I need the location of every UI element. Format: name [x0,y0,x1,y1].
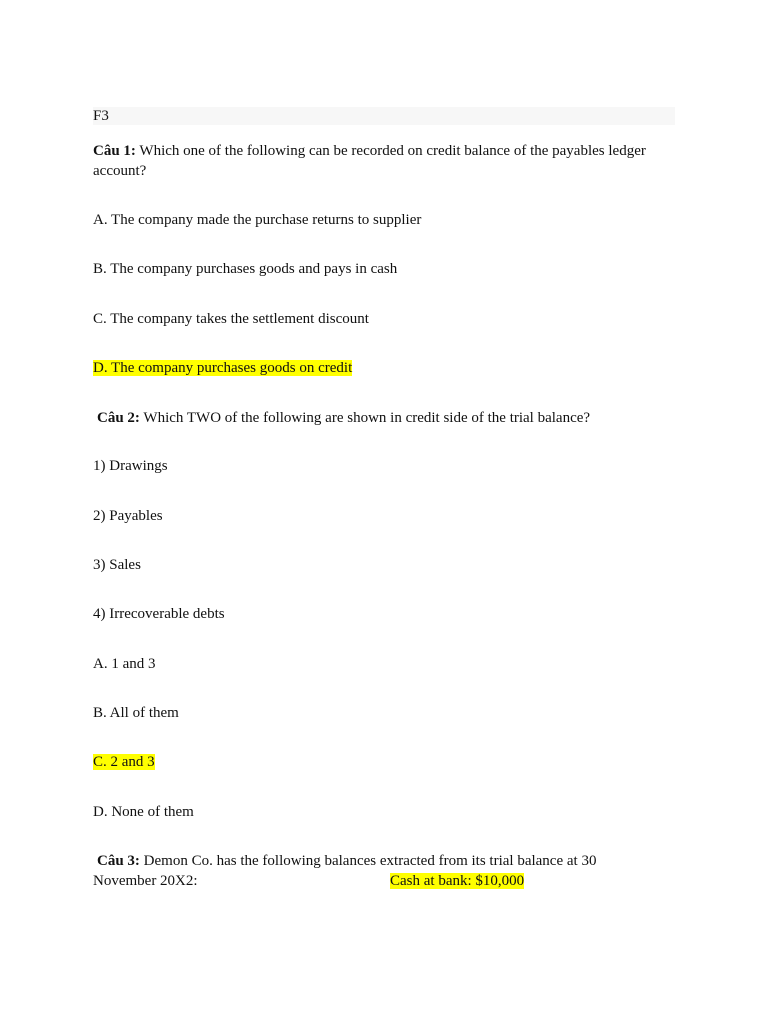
question-1 [93,141,678,181]
answer-highlight: Cash at bank: $10,000 [390,873,525,889]
answer-highlight: D. The company purchases goods on credit [93,360,353,376]
q2-option-c-answer [93,752,155,772]
q2-item-1: 1) Drawings [93,458,168,474]
question-3-label: Câu 3: [97,853,140,869]
q1-option-d-answer [93,358,352,378]
document-code: F3 [93,108,109,124]
question-2 [97,408,590,428]
answer-highlight: C. 2 and 3 [93,754,155,770]
q2-option-a: A. 1 and 3 [93,656,156,672]
question-3-line-2: November 20X2: [93,873,198,889]
q2-option-b: B. All of them [93,705,179,721]
question-1-label: Câu 1: [93,143,136,159]
question-3-line-1 [97,851,596,871]
q1-option-b: B. The company purchases goods and pays in cash [93,261,398,277]
q2-item-3: 3) Sales [93,557,141,573]
q2-option-d: D. None of them [93,804,194,820]
question-3-text-1: Demon Co. has the following balances extracted from its trial balance at 30 [143,853,597,869]
q1-option-a: A. The company made the purchase returns to supplier [93,212,422,228]
question-2-label: Câu 2: [97,410,140,426]
q2-item-4: 4) Irrecoverable debts [93,606,225,622]
question-1-text: Which one of the following can be recorded on credit balance of the payables ledger account? [93,143,646,179]
header-bar [93,107,675,125]
question-2-text: Which TWO of the following are shown in credit side of the trial balance? [143,410,591,426]
q1-option-c: C. The company takes the settlement discount [93,311,369,327]
q2-item-2: 2) Payables [93,508,163,524]
q3-highlight [390,871,524,891]
